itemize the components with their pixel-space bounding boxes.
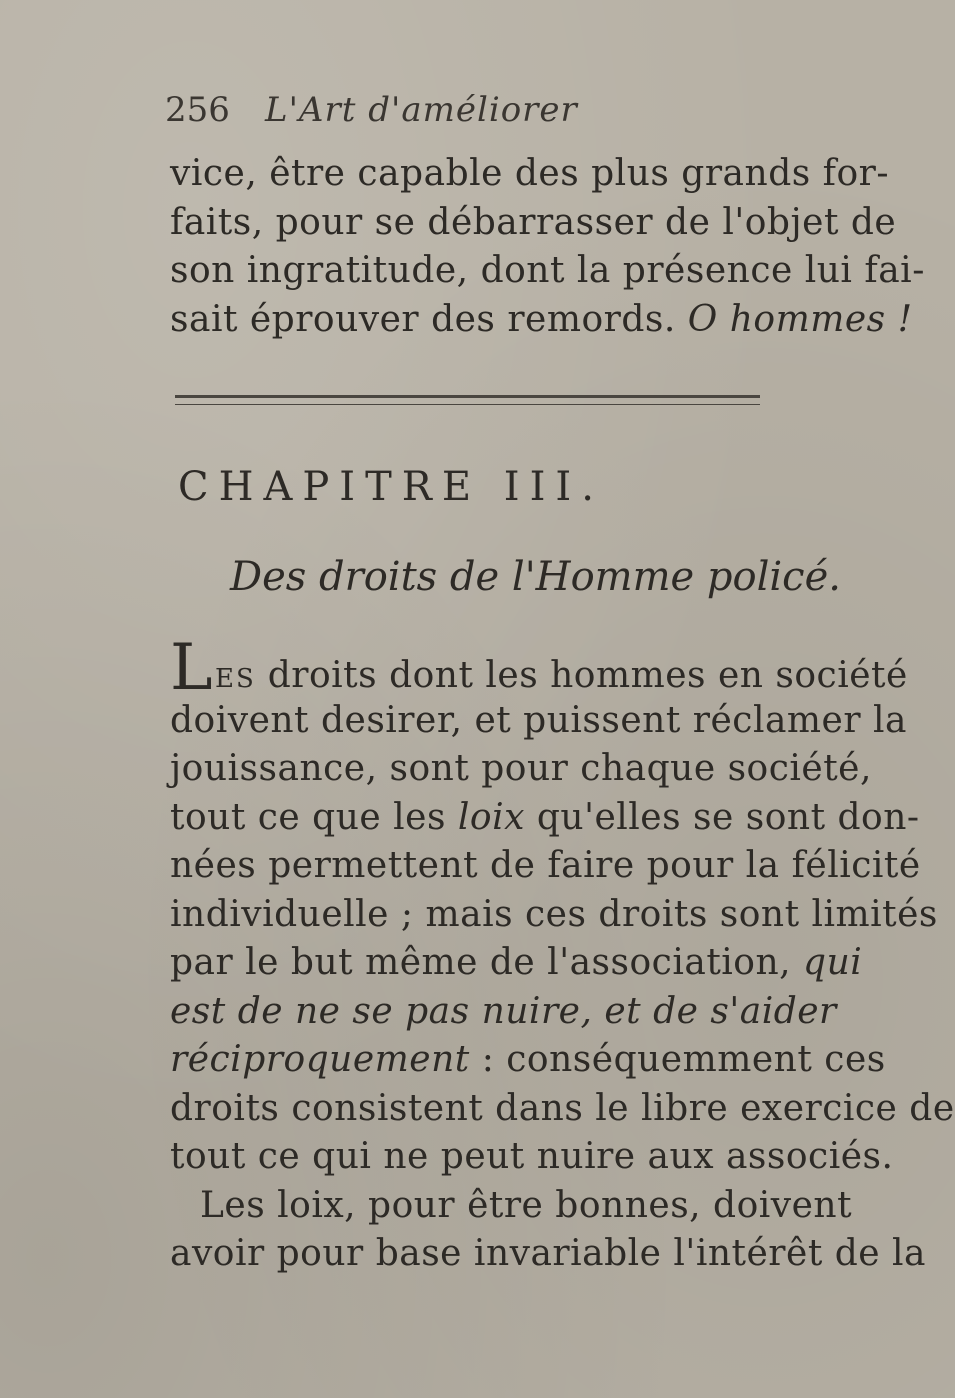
text-line: son ingratitude, dont la présence lui fai- (170, 250, 925, 291)
text-segment: sait éprouver des remords. (170, 298, 688, 340)
paragraph-top (170, 150, 925, 344)
italic-word: réciproquement (170, 1039, 470, 1080)
italic-line: est de ne se pas nuire, et de s'aider (170, 990, 837, 1032)
text-segment: : conséquemment ces (469, 1039, 886, 1080)
text-line: avoir pour base invariable l'intérêt de la (170, 1233, 926, 1274)
drop-initial: L (170, 631, 213, 705)
smallcaps-text: ES (215, 664, 256, 694)
text-segment: droits dont les hommes en société (255, 655, 908, 696)
text-line: individuelle ; mais ces droits sont limités (170, 893, 938, 935)
text-line: droits consistent dans le libre exercice de (170, 1087, 955, 1129)
paragraph-body (170, 631, 955, 1279)
italic-exclamation: O hommes ! (687, 298, 913, 340)
text-line (170, 939, 863, 988)
text-line (170, 794, 920, 843)
text-segment: par le but même de l'association, (170, 942, 804, 983)
text-line: tout ce qui ne peut nuire aux associés. (170, 1136, 894, 1177)
text-segment: qu'elles se sont don- (524, 796, 920, 838)
text-line: faits, pour se débarrasser de l'objet de (170, 201, 897, 243)
text-line: doivent desirer, et puissent réclamer la (170, 699, 907, 741)
chapter-heading: CHAPITRE III. (178, 464, 604, 510)
text-line: Les loix, pour être bonnes, doivent (200, 1184, 853, 1226)
page-number: 256 (165, 90, 230, 130)
text-line (170, 296, 913, 345)
section-rule (175, 395, 760, 405)
running-title: L'Art d'améliorer (265, 90, 578, 130)
italic-word: loix (457, 796, 525, 838)
text-line: nées permettent de faire pour la félicité (170, 845, 921, 886)
text-line: vice, être capable des plus grands for- (170, 153, 890, 194)
running-head (165, 88, 685, 132)
italic-word: qui (803, 942, 863, 983)
chapter-subtitle: Des droits de l'Homme policé. (230, 554, 841, 600)
text-line (170, 631, 908, 705)
text-segment: tout ce que les (170, 796, 458, 838)
text-line (170, 1036, 886, 1085)
text-line: jouissance, sont pour chaque société, (170, 748, 872, 789)
